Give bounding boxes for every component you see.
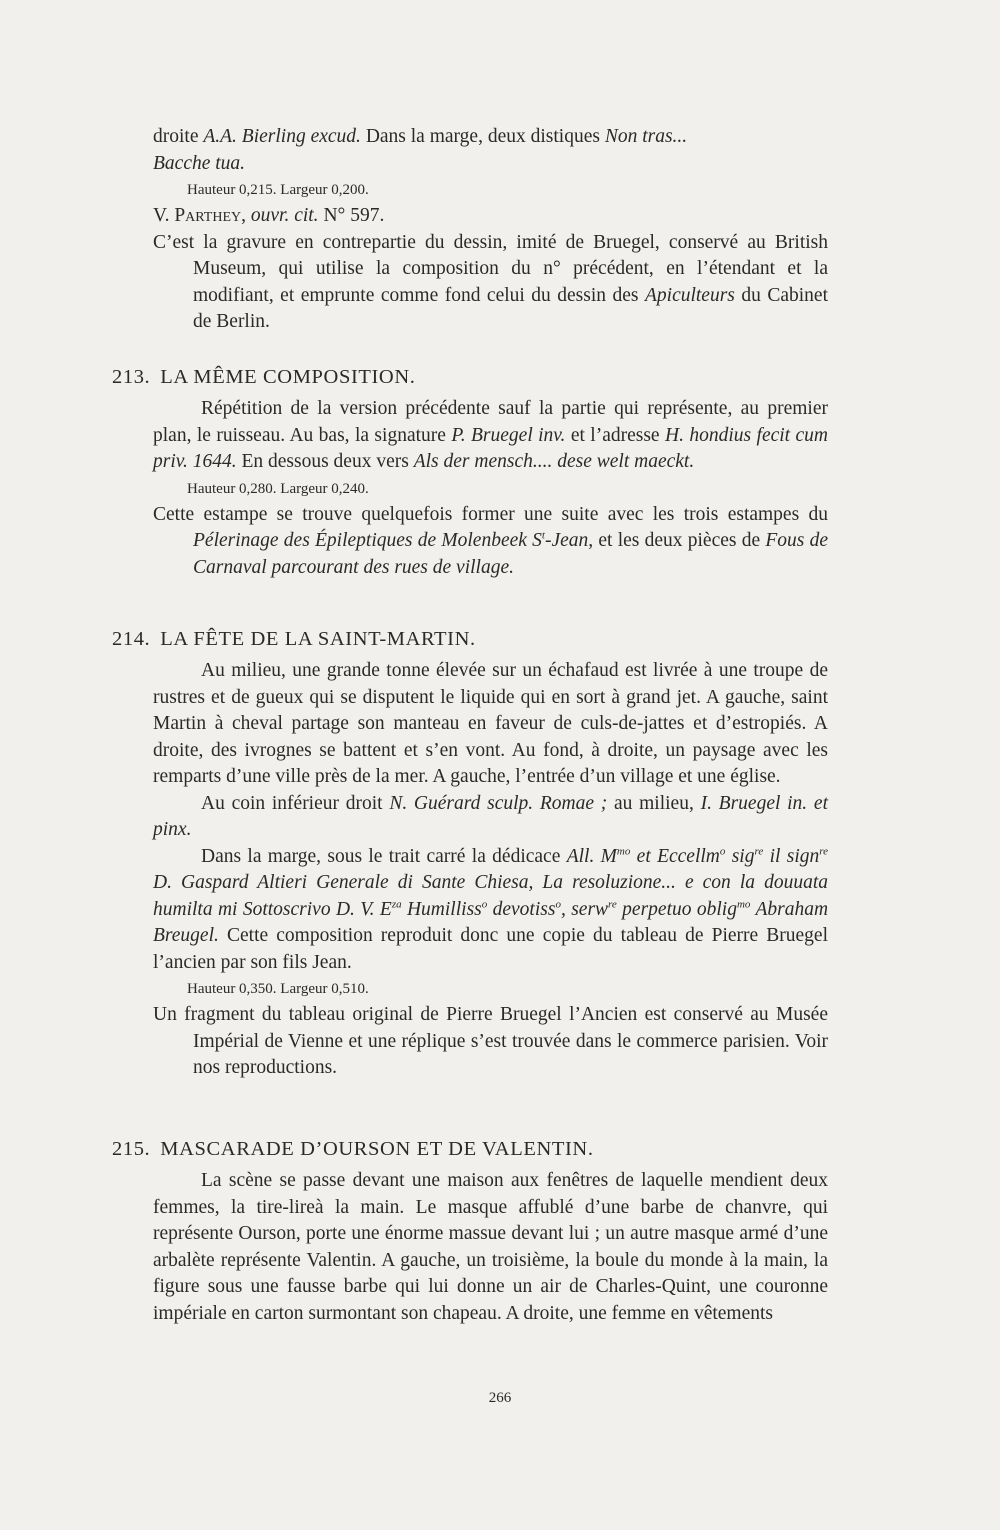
entry-213-dimensions: Hauteur 0,280. Largeur 0,240. [187, 480, 369, 497]
entry-213-note: Cette estampe se trouve quelquefois former une suite avec les trois estampes du Pélerinage des Épileptiques de Molenbeek $S^t$-Jean, et les deux pièces de Fous de Carnaval parcourant des rues de village. [153, 503, 829, 578]
entry-214-dedication: Dans la marge, sous le trait carré la dédicace All. $M^{mo}$ et Eccellm$^o$ sig$^{re}$ il sign$^{re}$ D. Gaspard Altieri Generale di Sante Chiesa, La resoluzione... e con la douuata humilta mi Sottoscrivo D. V. $E^{za}$ Humilliss$^o$ devotiss$^o$, serw$^{re}$ perpetuo oblig$^{mo}$ Abraham Breugel. Cette composition reproduit donc une copie du tableau de Pierre Bruegel l’ancien par son fils Jean. [153, 845, 829, 973]
entry-212-continuation [153, 124, 828, 336]
entry-214-heading: 214. LA FÊTE DE LA SAINT-MARTIN. [112, 628, 476, 650]
entry-214-caption: Au coin inférieur droit N. Guérard sculp. Romae ; au milieu, I. Bruegel in. et pinx. [153, 792, 828, 840]
entry-213-body [153, 396, 828, 581]
entry-212-note: C’est la gravure en contrepartie du dessin, imité de Bruegel, conservé au British Museum, qui utilise la composition du n° précédent, en l’étendant et la modifiant, et emprunte comme fond celui du dessin des Apiculteurs du Cabinet de Berlin. [153, 231, 828, 332]
entry-214-description: Au milieu, une grande tonne élevée sur un échafaud est livrée à une troupe de rustres et de gueux qui se disputent le liquide qui en sort à grand jet. A gauche, saint Martin à cheval partage son manteau en faveur de culs-de-jattes et d’estropiés. A droite, des ivrognes se battent et s’en vont. Au fond, à droite, un paysage avec les remparts d’une ville près de la mer. A gauche, l’entrée d’un village et une église. [153, 660, 828, 787]
entry-214-note: Un fragment du tableau original de Pierre Bruegel l’Ancien est conservé au Musée Impérial de Vienne et une réplique s’est trouvée dans le commerce parisien. Voir nos reproductions. [153, 1004, 828, 1078]
entry-213-heading: 213. LA MÊME COMPOSITION. [112, 366, 416, 388]
page-number: 266 [488, 1390, 512, 1406]
entry-214-dimensions: Hauteur 0,350. Largeur 0,510. [187, 981, 369, 997]
entry-213-description: Répétition de la version précédente sauf la partie qui représente, au premier plan, le ruisseau. Au bas, la signature P. Bruegel inv. et l’adresse H. hondius fecit cum priv. 1644. En dessous deux vers Als der mensch.... dese welt maeckt. [153, 398, 828, 472]
entry-215-heading: 215. MASCARADE D’OURSON ET DE VALENTIN. [112, 1138, 594, 1160]
entry-215-body [153, 1168, 828, 1327]
entry-212-dimensions: Hauteur 0,215. Largeur 0,200. [187, 182, 369, 198]
entry-212-margin-text: droite A.A. Bierling excud. Dans la marge, deux distiques Non tras... Bacche tua. [153, 126, 688, 174]
entry-214-body [153, 658, 828, 1082]
entry-215-description: La scène se passe devant une maison aux fenêtres de laquelle mendient deux femmes, la tire-lireà la main. Le masque affublé d’une barbe de chanvre, qui représente Ourson, porte une énorme massue devant lui ; un autre masque armé d’une arbalète représente Valentin. A gauche, un troisième, la boule du monde à la main, la figure sous une fausse barbe qui lui donne un air de Charles-Quint, une couronne impériale en carton surmontant son chapeau. A droite, une femme en vêtements [153, 1170, 828, 1324]
entry-212-reference: V. Parthey, ouvr. cit. N° 597. [153, 205, 385, 226]
